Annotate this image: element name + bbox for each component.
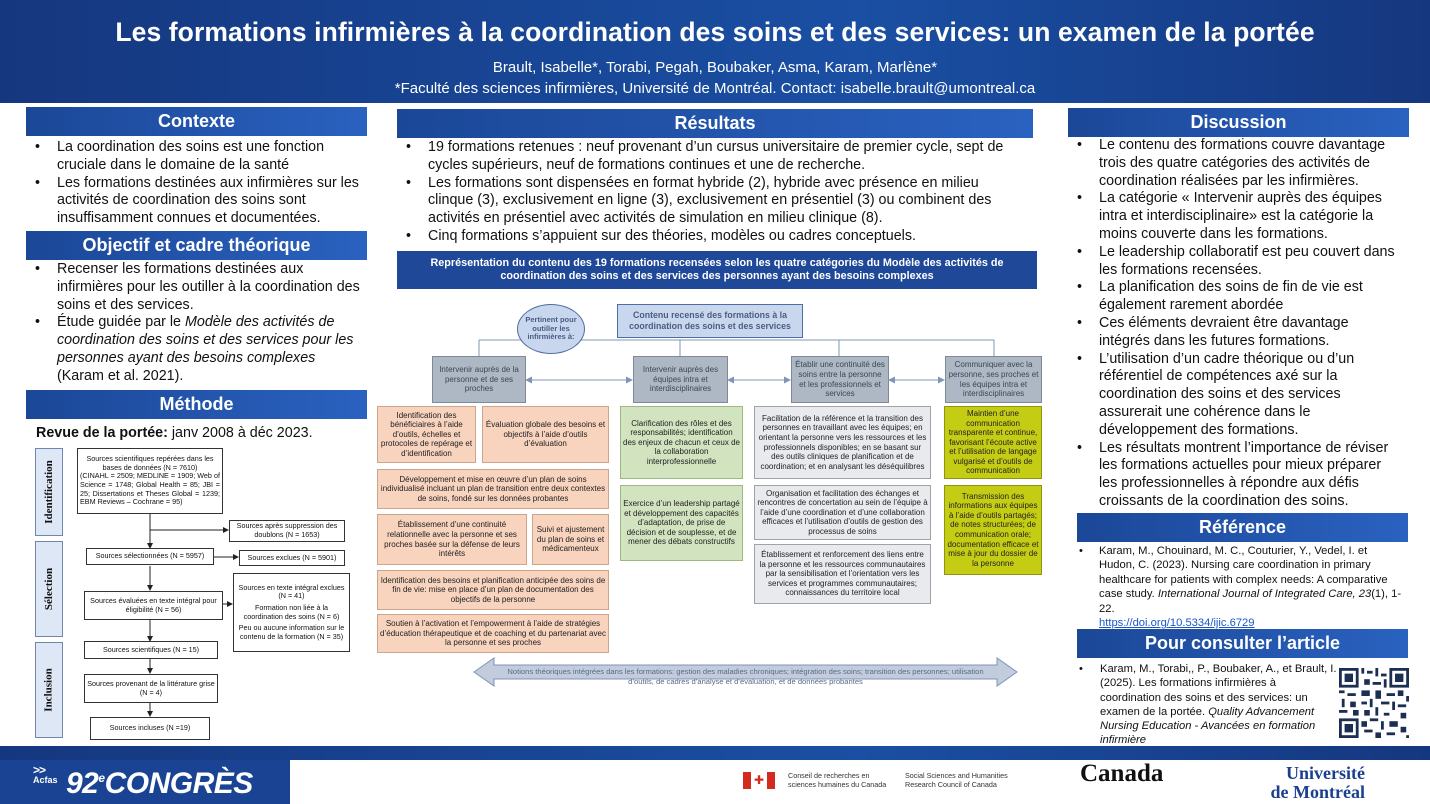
prisma-box-grey: Sources provenant de la littérature grise (N = 4) [84, 674, 218, 703]
acfas-name: Acfas [33, 775, 58, 785]
content-box: Suivi et ajustement du plan de soins et médicamenteux [532, 514, 609, 565]
article-body: Karam, M., Torabi,, P., Boubaker, A., et Brault, I.(2025). Les formations infirmières à coordination des soins et des services: un examen de la portée. [1100, 663, 1337, 718]
reference-issue: (1), 1-22. [1099, 588, 1402, 615]
congres-number: 92 [66, 767, 99, 800]
udem-logo [1230, 764, 1365, 802]
stage-label: Sélection [43, 567, 56, 611]
bullet: • [1079, 663, 1083, 675]
contexte-heading: Contexte [26, 107, 367, 136]
category-personne: Intervenir auprès de la personne et de ses proches [432, 356, 526, 403]
congres-logo [66, 762, 253, 800]
poster-title: Les formations infirmières à la coordination des soins et des services: un examen de la portée [115, 17, 1315, 47]
content-box: Transmission des informations aux équipes à l’aide d’outils partagés; de notes structurées; de communication orale; documentation efficace et mise à jour du dossier de la personne [944, 485, 1042, 575]
category-continuite: Établir une continuité des soins entre la personne et les professionnels et services [791, 356, 889, 403]
acfas-chevrons-icon: >> [33, 763, 46, 777]
content-box: Maintien d’une communication transparente et continue, favorisant l’écoute active et l’utilisation de langage vulgarisé et d’outils de communication [944, 406, 1042, 479]
content-box: Développement et mise en œuvre d’un plan de soins individualisé incluant un plan de transition entre deux contextes de soins, fondé sur les données probantes [377, 469, 609, 509]
resultats-item: • Les formations sont dispensées en format hybride (2), hybride avec présence en milieu clinque (3), exclusivement en ligne (3), exclusivement en présentiel (3) ou combinent des activités en présentiel avec activités de simulation en milieu clinique (8). [397, 175, 1027, 228]
bullet: • [1079, 545, 1083, 557]
content-box: Exercice d’un leadership partagé et développement des capacités d’adaptation, de prise de décision et de souplesse, et de mener des débats constructifs [620, 485, 743, 561]
reference-journal: International Journal of Integrated Care, 23 [1157, 588, 1372, 601]
content-box: Clarification des rôles et des responsabilités; identification des enjeux de chacun et ceux de la collaboration interprofessionnelle [620, 406, 743, 479]
article-journal: Quality Advancement Nursing Education - Avancées en formation infirmière [1100, 705, 1316, 747]
content-box: Identification des besoins et planification anticipée des soins de fin de vie: mise en place d’un plan de documentation des objectifs de la personne [377, 570, 609, 610]
prisma-text: Sources en texte intégral exclues (N = 41) [238, 582, 345, 601]
prisma-box-assessed: Sources évaluées en texte intégral pour éligibilité (N = 56) [84, 591, 223, 620]
authors: Brault, Isabelle*, Torabi, Pegah, Boubaker, Asma, Karam, Marlène* [492, 59, 938, 76]
canada-flag-icon: ✚ [743, 772, 775, 789]
figure-title: Représentation du contenu des 19 formations recensées selon les quatre catégories du Modèle des activités de coordination des soins et des services des personnes ayant des besoins complexes [397, 251, 1037, 289]
discussion-item: • L’utilisation d’un cadre théorique ou d’un référentiel de compétences axé sur la coordination des soins et des services assurerait une cohérence dans le développement des formations. [1068, 351, 1403, 440]
discussion-item: • La catégorie « Intervenir auprès des équipes intra et interdisciplinaire» est la catégorie la moins couverte dans les formations. [1068, 190, 1403, 243]
crsh-french: Conseil de recherches en sciences humaines du Canada [788, 771, 887, 789]
methode-heading: Méthode [26, 390, 367, 419]
resultats-heading: Résultats [397, 109, 1033, 138]
discussion-heading: Discussion [1068, 108, 1409, 137]
resultats-item: • Cinq formations s’appuient sur des théories, modèles ou cadres conceptuels. [397, 228, 1027, 246]
canada-wordmark: Canada [1080, 760, 1164, 787]
reference-body: Karam, M., Chouinard, M. C., Couturier, Y., Vedel, I. et Hudon, C. (2023). Nursing care coordination in primary healthcare for patients with complex needs: A comparative case study. [1099, 545, 1388, 601]
content-box: Identification des bénéficiaires à l’aide d’outils, échelles et protocoles de repérage et d’identification [377, 406, 476, 463]
model-name: Modèle des activités de coordination des soins et des services pour les personnes ayant des besoins complexes [57, 314, 354, 366]
content-box: Établissement et renforcement des liens entre la personne et les ressources communautaires par la sensibilisation et l’orientation vers les services et programmes communautaires; connaissances du territoire local [754, 544, 931, 604]
discussion-item: • Le contenu des formations couvre davantage trois des quatre catégories des activités de coordination réalisées par les infirmières. [1068, 137, 1403, 190]
congres-word: CONGRÈS [104, 767, 253, 800]
category-equipes: Intervenir auprès des équipes intra et interdisciplinaires [633, 356, 728, 403]
objectif-heading: Objectif et cadre théorique [26, 231, 367, 260]
prisma-box-scientific: Sources scientifiques (N = 15) [84, 641, 218, 659]
revue-label: Revue de la portée: [36, 425, 168, 441]
legend-box: Contenu recensé des formations à la coordination des soins et des services [617, 304, 803, 338]
reference-heading: Référence [1077, 513, 1408, 542]
resultats-item: • 19 formations retenues : neuf provenant d’un cursus universitaire de premier cycle, sept de cycles supérieurs, neuf de formations continues et une de recherche. [397, 139, 1027, 175]
prisma-text: Formation non liée à la coordination des soins (N = 6) [243, 602, 340, 621]
prisma-text: Sources scientifiques repérées dans les bases de données (N = 7610) [86, 454, 214, 472]
pertinent-oval: Pertinent pour outiller les infirmières à: [517, 304, 585, 354]
discussion-item: • Le leadership collaboratif est peu couvert dans les formations recensées. [1068, 244, 1403, 280]
prisma-box-selected: Sources sélectionnées (N = 5957) [86, 548, 214, 565]
udem-line2: de Montréal [1270, 782, 1365, 802]
prisma-text: (CINAHL = 2509; MEDLINE = 1909; Web of Science = 1748; Global Health = 85; JBI = 25; Dissertations et Theses Global = 1239; EBM Reviews – Cochrane = 95) [80, 471, 220, 507]
prisma-box-included: Sources incluses (N =19) [90, 717, 210, 740]
stage-label: Identification [43, 460, 55, 524]
acfas-logo [33, 763, 58, 785]
affiliation: *Faculté des sciences infirmières, Université de Montréal. Contact: isabelle.brault@umontreal.ca [394, 80, 1036, 97]
objectif-suffix: (Karam et al. 2021). [57, 367, 184, 384]
content-box: Établissement d’une continuité relationnelle avec la personne et ses proches basée sur la défense de leurs intérêts [377, 514, 527, 565]
crsh-english: Social Sciences and Humanities Research Council of Canada [905, 771, 1008, 789]
objectif-prefix: Étude guidée par le [57, 314, 185, 331]
reference-doi-link[interactable]: https://doi.org/10.5334/ijic.6729 [1099, 617, 1255, 630]
discussion-item: • Les résultats montrent l’importance de réviser les formations actuelles pour mieux préparer les professionnelles à répondre aux défis croissants de la coordination des soins. [1068, 440, 1403, 511]
prisma-text: Peu ou aucune information sur le contenu de la formation (N = 35) [238, 623, 345, 641]
udem-line1: Université [1286, 763, 1365, 783]
revue-dates: janv 2008 à déc 2023. [167, 425, 313, 441]
prisma-box-duplicates: Sources après suppression des doublons (N = 1653) [229, 520, 345, 542]
category-communiquer: Communiquer avec la personne, ses proches et les équipes intra et interdisciplinaires [945, 356, 1042, 403]
article-text [1077, 662, 1339, 748]
content-box: Facilitation de la référence et la transition des personnes en travaillant avec les équipes; en orientant la personne vers les ressources et les professionnels disponibles; en se basant sur des outils cliniques de planification et de coordination; et en analysant les déséquilibres [754, 406, 931, 479]
contexte-item: • La coordination des soins est une fonction cruciale dans le domaine de la santé [26, 139, 366, 175]
discussion-item: • La planification des soins de fin de vie est également rarement abordée [1068, 279, 1403, 315]
qr-code-icon[interactable] [1339, 668, 1409, 738]
discussion-item: • Ces éléments devraient être davantage intégrés dans les futures formations. [1068, 315, 1403, 351]
content-box: Évaluation globale des besoins et objectifs à l’aide d’outils d’évaluation [482, 406, 609, 463]
congres-sup: e [98, 771, 105, 785]
reference-text [1077, 544, 1403, 630]
discussion-list [1068, 137, 1403, 511]
theory-arrow-text: Notions théoriques intégrées dans les formations: gestion des maladies chroniques; intégration des soins; transition des personnes; utilisation d’outils, de cadres d’analyse et d’évaluation, et de données probantes [507, 667, 984, 686]
stage-label: Inclusion [43, 668, 56, 712]
contexte-item: • Les formations destinées aux infirmières sur les activités de coordination des soins sont insuffisamment connues et documentées. [26, 175, 366, 228]
objectif-item: • Recenser les formations destinées aux infirmières pour les outiller à la coordination des soins et des services. [26, 261, 366, 314]
article-heading: Pour consulter l’article [1077, 629, 1408, 658]
content-box: Soutien à l’activation et l’empowerment à l’aide de stratégies d’éducation thérapeutique et de coaching et du partenariat avec la personne et ses proches [377, 614, 609, 653]
content-box: Organisation et facilitation des échanges et rencontres de concertation au sein de l’équipe à l’aide d’une coordination et d’une collaboration efficaces et l’utilisation d’outils de gestion des processus de soins [754, 485, 931, 540]
prisma-box-excluded: Sources exclues (N = 5901) [239, 550, 345, 566]
